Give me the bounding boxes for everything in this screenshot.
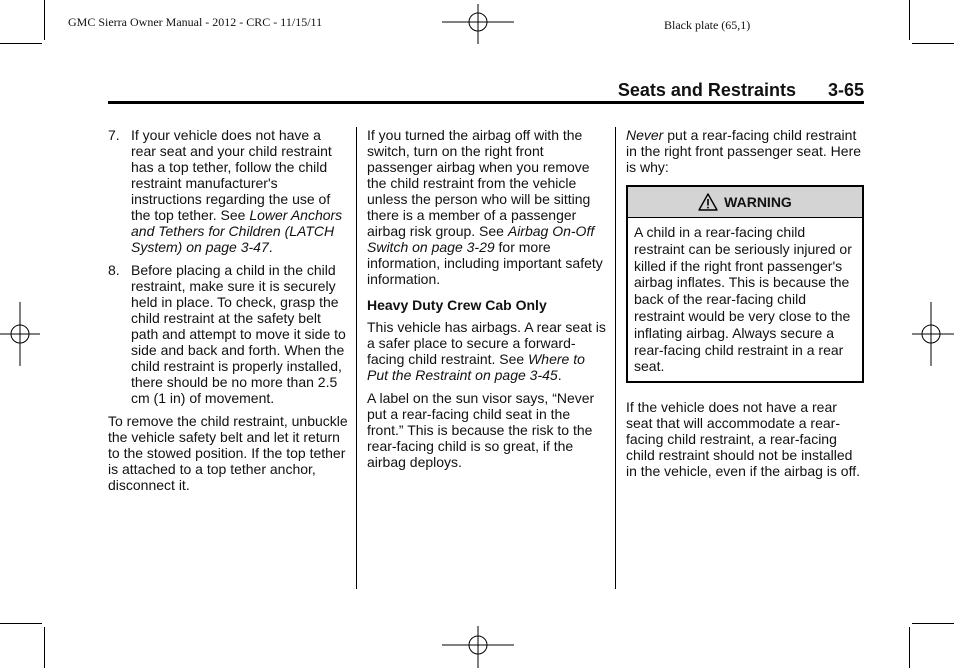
crop-mark [909, 0, 910, 40]
list-text: Before placing a child in the child restraint, make sure it is securely held in place. To check, grasp the child restraint at the safety belt path and attempt to move it side to side and back and forth. When the child restraint is properly installed, there should be no more than 2.5 cm (1 in) of movement. [131, 262, 346, 406]
page-number: 3-65 [827, 80, 864, 100]
paragraph-text-end: for more information, including important safety information. [367, 239, 603, 287]
section-title: Seats and Restraints [617, 80, 796, 100]
column-divider [356, 127, 357, 589]
list-number: 7. [108, 127, 120, 143]
list-text-end: . [268, 239, 273, 255]
crop-mark [0, 623, 42, 624]
warning-box [626, 185, 864, 383]
list-text: If your vehicle does not have a rear seat and your child restraint has a top tether, follow the child restraint manufacturer's instructions regarding the use of the top tether. See [131, 127, 332, 223]
paragraph-text: This vehicle has airbags. A rear seat is a safer place to secure a forward-facing child restraint. See [367, 319, 606, 367]
paragraph: If the vehicle does not have a rear seat that will accommodate a rear-facing child restraint, a rear-facing child restraint should not be installed in the vehicle, even if the airbag is off. [626, 399, 860, 480]
section-heading [108, 80, 864, 101]
column-1 [108, 127, 348, 500]
paragraph: A label on the sun visor says, “Never put a rear-facing child seat in the front.” This is because the risk to the rear-facing child is so great, if the airbag deploys. [367, 390, 595, 470]
registration-mark-icon [442, 626, 514, 668]
paragraph-text-end: . [557, 367, 562, 383]
warning-title: WARNING [724, 194, 792, 210]
crop-mark [909, 627, 910, 668]
column-2 [367, 127, 607, 477]
registration-mark-icon [442, 4, 514, 44]
emphasis: Never [626, 127, 664, 143]
paragraph-text: put a rear-facing child restraint in the right front passenger seat. Here is why: [626, 127, 862, 175]
subheading: Heavy Duty Crew Cab Only [367, 297, 547, 313]
registration-mark-icon [912, 302, 954, 366]
paragraph [367, 127, 607, 287]
cross-reference-link[interactable]: Airbag On-Off Switch on page 3-29 [367, 223, 595, 255]
crop-mark [912, 623, 954, 624]
crop-mark [912, 43, 954, 44]
print-header-left: GMC Sierra Owner Manual - 2012 - CRC - 11/15/11 [68, 15, 323, 29]
paragraph [367, 319, 607, 383]
warning-header [628, 187, 862, 218]
paragraph: To remove the child restraint, unbuckle the vehicle safety belt and let it return to the stowed position. If the top tether is attached to a top tether anchor, disconnect it. [108, 413, 348, 493]
warning-triangle-icon [698, 193, 718, 211]
cross-reference-link[interactable]: Where to Put the Restraint on page 3-45 [367, 351, 585, 383]
crop-mark [44, 0, 45, 40]
column-3 [626, 127, 864, 486]
column-divider [615, 127, 616, 589]
print-header-right: Black plate (65,1) [664, 18, 751, 32]
crop-mark [44, 627, 45, 668]
registration-mark-icon [0, 302, 40, 366]
list-item [108, 127, 348, 255]
list-item [108, 262, 348, 406]
warning-body: A child in a rear-facing child restraint can be seriously injured or killed if the right front passenger's airbag inflates. This is because the back of the rear-facing child restraint would be very close to the inflating airbag. Always secure a rear-facing child restraint in a rear seat. [634, 224, 852, 375]
paragraph [626, 127, 864, 175]
crop-mark [0, 43, 42, 44]
paragraph-text: If you turned the airbag off with the switch, turn on the right front passenger airbag when you remove the child restraint from the vehicle unless the person who will be sitting there is a member of a passenger airbag risk group. See [367, 127, 591, 239]
cross-reference-link[interactable]: Lower Anchors and Tethers for Children (LATCH System) on page 3-47 [131, 207, 343, 255]
header-rule [108, 101, 864, 104]
list-number: 8. [108, 262, 120, 278]
